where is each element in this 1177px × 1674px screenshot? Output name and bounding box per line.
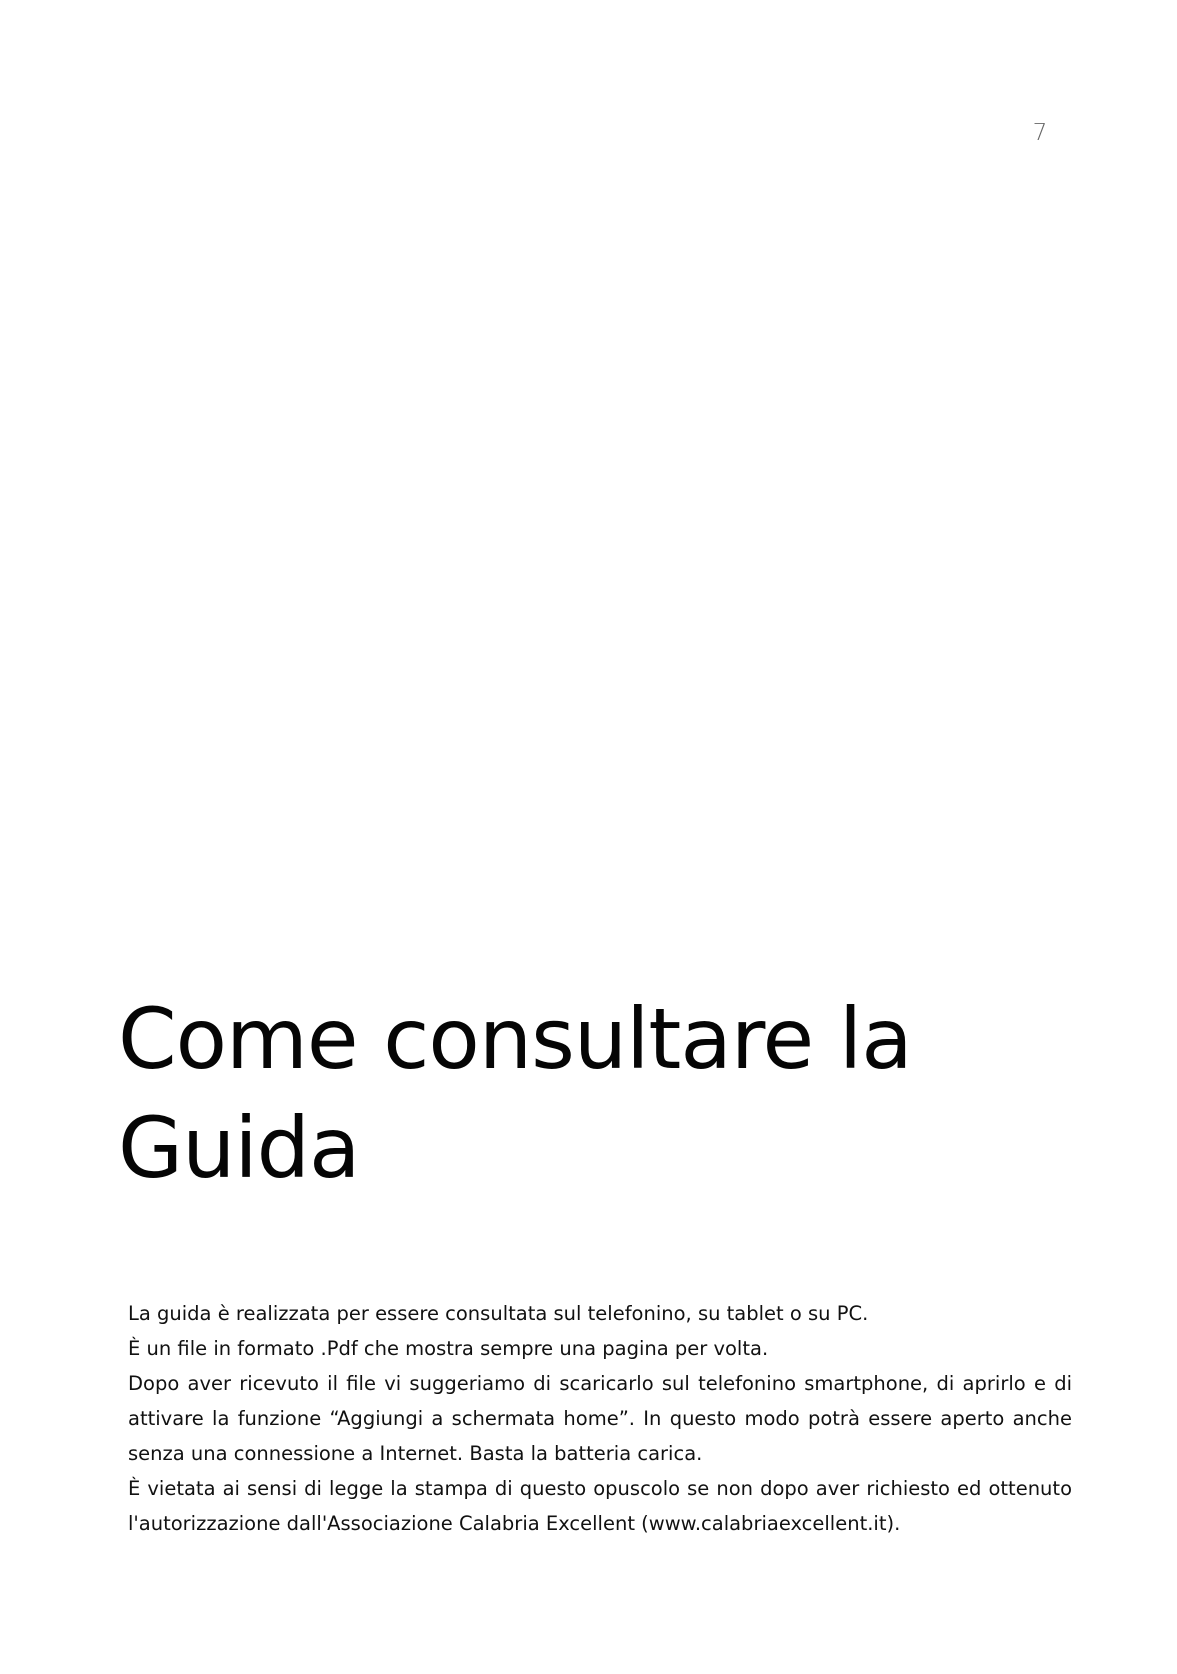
page-number: 7 (1032, 120, 1048, 146)
paragraph-legal-notice: È vietata ai sensi di legge la stampa di questo opuscolo se non dopo aver richiesto ed ottenuto l'autorizzazione dall'Associazione Calabria Excellent (www.calabriaexcellent.it). (128, 1477, 1072, 1535)
paragraph-format: È un file in formato .Pdf che mostra sempre una pagina per volta. (128, 1337, 769, 1360)
body-text (128, 1296, 1072, 1541)
paragraph-intro: La guida è realizzata per essere consultata sul telefonino, su tablet o su PC. (128, 1302, 869, 1325)
page-title-line-1: Come consultare la (118, 990, 912, 1088)
page-title-line-2: Guida (118, 1099, 360, 1197)
paragraph-instructions: Dopo aver ricevuto il file vi suggeriamo di scaricarlo sul telefonino smartphone, di aprirlo e di attivare la funzione “Aggiungi a schermata home”. In questo modo potrà essere aperto anche senza una connessione a Internet. Basta la batteria carica. (128, 1372, 1072, 1465)
page-title (118, 985, 1018, 1203)
